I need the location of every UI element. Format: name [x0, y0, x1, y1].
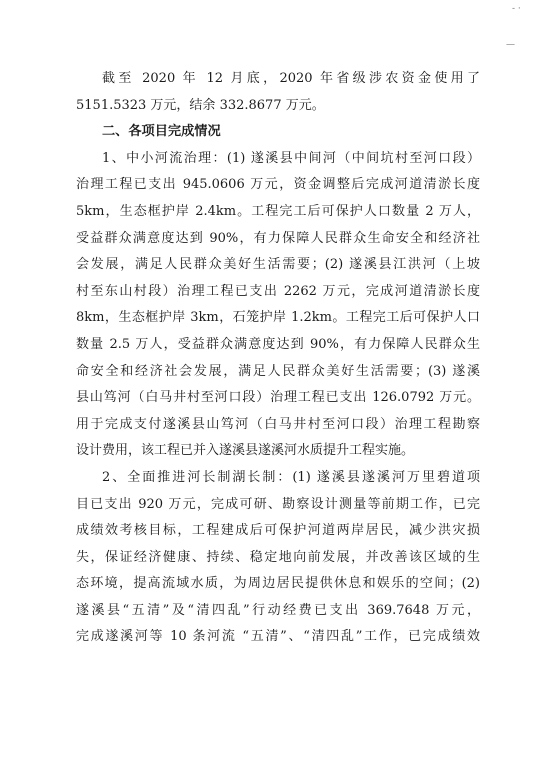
- paragraph-line: 村至东山村段）治理工程已支出 2262 万元，完成河道清淤长度: [76, 283, 480, 299]
- paragraph-line: 5km，生态框护岸 2.4km。工程完工后可保护人口数量 2 万人，: [76, 203, 480, 219]
- section-heading: 二、各项目完成情况: [102, 124, 221, 140]
- corner-mark: - ·: [512, 4, 521, 14]
- paragraph-line: 设计费用，该工程已并入遂溪县遂溪河水质提升工程实施。: [76, 443, 415, 459]
- paragraph-line: 2、全面推进河长制湖长制：(1) 遂溪县遂溪河万里碧道项: [102, 469, 480, 485]
- paragraph-line: 成绩效考核目标，工程建成后可保护河道两岸居民，减少洪灾损: [76, 523, 480, 539]
- paragraph-line: 8km，生态框护岸 3km，石笼护岸 1.2km。工程完工后可保护人口: [76, 310, 480, 326]
- paragraph-line: 数量 2.5 万人，受益群众满意度达到 90%，有力保障人民群众生: [76, 336, 480, 352]
- paragraph-line: 5151.5323 万元，结余 332.8677 万元。: [76, 97, 325, 113]
- paragraph-line: 受益群众满意度达到 90%，有力保障人民群众生命安全和经济社: [76, 230, 480, 246]
- paragraph-line: 完成遂溪河等 10 条河流 “五清”、“清四乱”工作，已完成绩效: [76, 629, 480, 645]
- paragraph-line: 县山笃河（白马井村至河口段）治理工程已支出 126.0792 万元。: [76, 390, 480, 406]
- paragraph-line: 1、中小河流治理：(1) 遂溪县中间河（中间坑村至河口段）: [102, 150, 480, 166]
- paragraph-line: 失，保证经济健康、持续、稳定地向前发展，并改善该区域的生: [76, 549, 480, 565]
- paragraph-line: 命安全和经济社会发展，满足人民群众美好生活需要；(3) 遂溪: [76, 363, 480, 379]
- paragraph-line: 遂溪县“五清”及“清四乱”行动经费已支出 369.7648 万元，: [76, 602, 480, 618]
- paragraph-line: 治理工程已支出 945.0606 万元，资金调整后完成河道清淤长度: [76, 177, 480, 193]
- paragraph-line: 会发展，满足人民群众美好生活需要；(2) 遂溪县江洪河（上坡: [76, 257, 480, 273]
- document-body: [76, 66, 480, 651]
- paragraph-line: 截至 2020 年 12 月底，2020 年省级涉农资金使用了: [102, 71, 480, 86]
- paragraph-line: 用于完成支付遂溪县山笃河（白马井村至河口段）治理工程勘察: [76, 416, 480, 432]
- paragraph-line: 态环境，提高流域水质，为周边居民提供休息和娱乐的空间；(2): [76, 576, 480, 592]
- paragraph-line: 目已支出 920 万元，完成可研、勘察设计测量等前期工作，已完: [76, 496, 480, 512]
- corner-dash: —: [506, 40, 515, 50]
